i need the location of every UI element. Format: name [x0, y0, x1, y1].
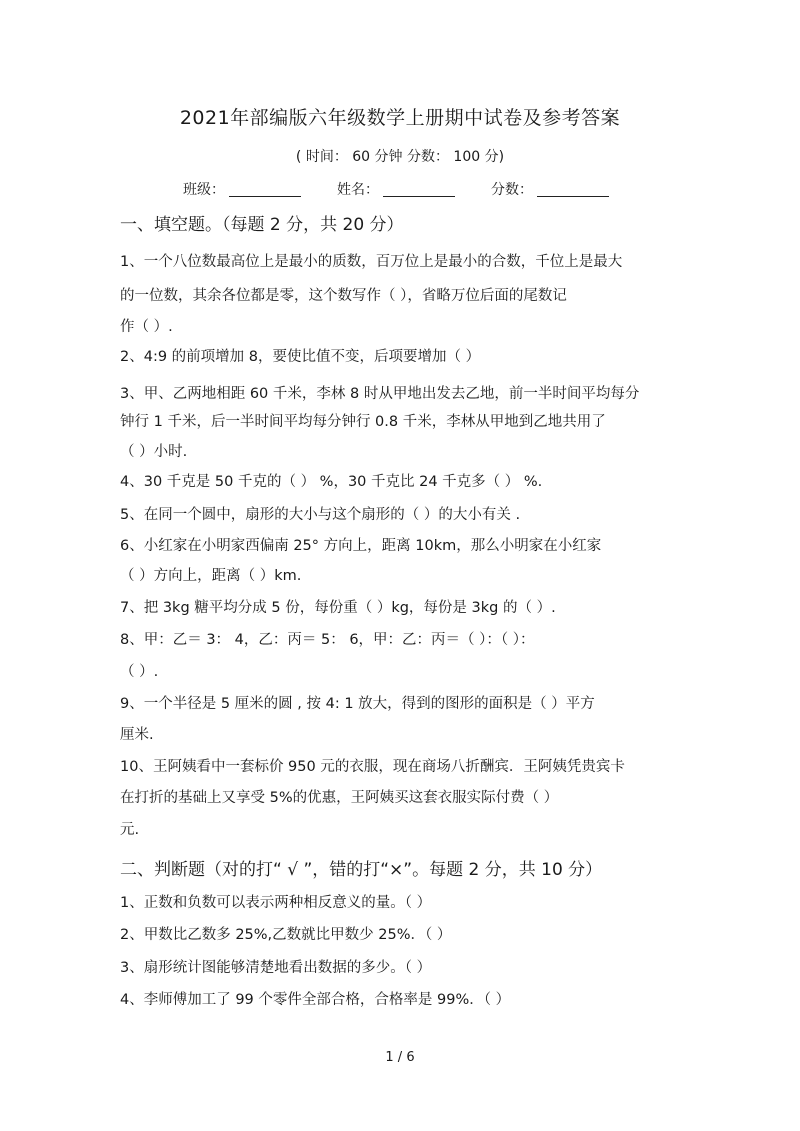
question-line: 4、李师傅加工了 99 个零件全部合格，合格率是 99%．（ ）: [120, 992, 511, 1008]
question-line: 7、把 3kg 糖平均分成 5 份，每份重（ ）kg，每份是 3kg 的（ ）.: [120, 600, 556, 616]
question-line: 的一位数，其余各位都是零，这个数写作（ ），省略万位后面的尾数记: [120, 288, 567, 304]
question-line: 在打折的基础上又享受 5%的优惠，王阿姨买这套衣服实际付费（ ）: [120, 790, 559, 806]
name-blank[interactable]: [383, 182, 455, 197]
class-field: [183, 179, 301, 199]
question-line: 4、30 千克是 50 千克的（ ） %，30 千克比 24 千克多（ ） %.: [120, 474, 543, 490]
question-line: 3、扇形统计图能够清楚地看出数据的多少。（ ）: [120, 960, 432, 976]
page-title: 2021年部编版六年级数学上册期中试卷及参考答案: [179, 107, 621, 129]
question-line: 2、4:9 的前项增加 8，要使比值不变，后项要增加（ ）: [120, 349, 481, 365]
question-line: 钟行 1 千米，后一半时间平均每分钟行 0.8 千米，李林从甲地到乙地共用了: [120, 414, 606, 430]
question-line: （ ）小时.: [120, 444, 188, 460]
question-line: 作（ ）.: [120, 319, 173, 335]
question-line: 9、一个半径是 5 厘米的圆 , 按 4: 1 放大，得到的图形的面积是（ ）平方: [120, 696, 595, 712]
question-line: 8、甲：乙＝ 3： 4，乙：丙＝ 5： 6，甲：乙：丙＝（ ）：（ ）：: [120, 632, 535, 648]
class-blank[interactable]: [229, 182, 301, 197]
score-label: 分数：: [491, 182, 533, 198]
question-line: 10、王阿姨看中一套标价 950 元的衣服，现在商场八折酬宾．王阿姨凭贵宾卡: [120, 759, 625, 775]
score-blank[interactable]: [537, 182, 609, 197]
question-line: 厘米.: [120, 727, 154, 743]
section-true-false-title: 二、判断题（对的打“ √ ”，错的打“×”。每题 2 分，共 10 分）: [120, 860, 603, 880]
page-number: 1 / 6: [385, 1050, 415, 1065]
class-label: 班级：: [183, 182, 225, 198]
question-line: 元.: [120, 822, 140, 838]
section-fill-in-title: 一、填空题。（每题 2 分，共 20 分）: [120, 215, 404, 235]
question-line: 3、甲、乙两地相距 60 千米，李林 8 时从甲地出发去乙地，前一半时间平均每分: [120, 386, 640, 402]
question-line: 1、正数和负数可以表示两种相反意义的量。（ ）: [120, 895, 432, 911]
name-field: [337, 179, 455, 199]
question-line: 2、甲数比乙数多 25%,乙数就比甲数少 25%．（ ）: [120, 927, 452, 943]
name-label: 姓名：: [337, 182, 379, 198]
question-line: （ ）.: [120, 664, 159, 680]
question-line: （ ）方向上，距离（ ）km.: [120, 568, 302, 584]
score-field: [491, 179, 609, 199]
question-line: 6、小红家在小明家西偏南 25° 方向上，距离 10km，那么小明家在小红家: [120, 538, 602, 554]
question-line: 1、一个八位数最高位上是最小的质数，百万位上是最小的合数，千位上是最大: [120, 254, 623, 270]
exam-time-score: ( 时间： 60 分钟 分数： 100 分): [295, 149, 505, 165]
question-line: 5、在同一个圆中，扇形的大小与这个扇形的（ ）的大小有关 .: [120, 507, 521, 523]
